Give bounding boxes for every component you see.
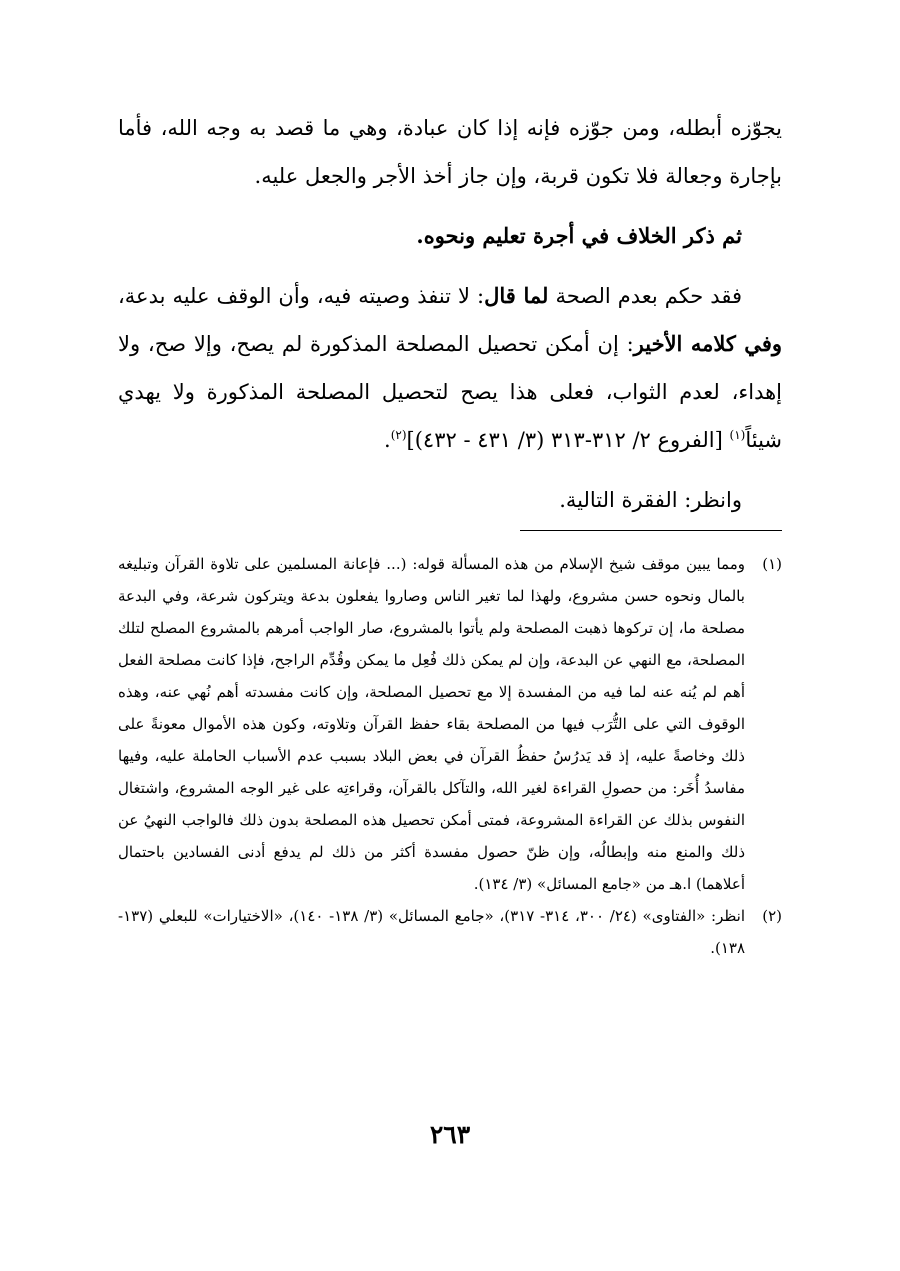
footnote-ref-1[interactable]: (١) — [729, 428, 746, 442]
footnote-1-number: (١) — [762, 555, 782, 573]
footnote-2-number: (٢) — [762, 907, 782, 925]
paragraph-3 — [118, 272, 782, 464]
paragraph-3-text-5: . — [384, 428, 391, 452]
paragraph-3-text-3: : إن أمكن تحصيل المصلحة المذكورة لم يصح، وإلا صح، ولا إهداء، لعدم الثواب، فعلى هذا يصح لتحصيل المصلحة المذكورة ولا يهدي شيئاً — [118, 332, 782, 452]
paragraph-2: ثم ذكر الخلاف في أجرة تعليم ونحوه. — [416, 223, 742, 248]
paragraph-3-bold-1: لما قال — [484, 283, 549, 308]
paragraph-1: يجوّزه أبطله، ومن جوّزه فإنه إذا كان عبادة، وهي ما قصد به وجه الله، فأما بإجارة وجعالة فلا تكون قربة، وإن جاز أخذ الأجر والجعل عليه. — [118, 116, 782, 188]
footnote-1 — [118, 548, 782, 900]
footnote-1-text: ومما يبين موقف شيخ الإسلام من هذه المسألة قوله: (... فإعانة المسلمين على تلاوة القرآن وتبليغه بالمال ونحوه حسن مشروع، ولهذا لما تغير الناس وصاروا يفعلون بدعة ويتركون شرعة، وفي البدعة مصلحة ما، إن تركوها ذهبت المصلحة ولم يأتوا بالمشروع، صار الواجب أمرهم بالمشروع المصلح لتلك المصلحة، مع النهي عن البدعة، وإن لم يمكن ذلك فُعِل ما يمكن وقُدِّم الراجح، فإذا كانت مصلحة الفعل أهم لم يُنه عنه لما فيه من المفسدة إلا مع تحصيل المصلحة، وإن كانت مفسدته أهم نُهي عنه، وهذه الوقوف التي على التُّرَب فيها من المصلحة بقاء حفظ القرآن وتلاوته، وكون هذه الأموال معونةً على ذلك وخاصةً عليه، إذ قد يَدرُسُ حفظُ القرآن في بعض البلاد بسبب عدم الأسباب الحاملة عليه، وفيها مفاسدُ أُخَر: من حصولِ القراءة لغير الله، والتآكل بالقرآن، وقراءتِه على غير الوجه المشروع، واشتغال النفوس بذلك عن القراءة المشروعة، فمتى أمكن تحصيل هذه المصلحة بدون ذلك فالواجب النهيُ عن ذلك والمنع منه وإبطالُه، وإن ظنّ حصول مفسدة أكثر من ذلك لم يدفع أدنى الفسادين باحتمال أعلاهما) ا.هـ من «جامع المسائل» (٣/ ١٣٤). — [118, 555, 746, 893]
footnote-2-text: انظر: «الفتاوى» (٢٤/ ٣٠٠، ٣١٤- ٣١٧)، «جامع المسائل» (٣/ ١٣٨- ١٤٠)، «الاختيارات» للبعلي (١٣٧- ١٣٨). — [118, 907, 746, 957]
paragraph-3-bold-2: وفي كلامه الأخير — [633, 331, 782, 356]
paragraph-3-text-2: : لا تنفذ وصيته فيه، وأن الوقف عليه بدعة، — [118, 284, 485, 308]
page-number: ٢٦٣ — [429, 1120, 471, 1149]
paragraph-3-text-4: [الفروع ٢/ ٣١٢-٣١٣ (٣/ ٤٣١ - ٤٣٢)] — [406, 428, 730, 452]
paragraph-4: وانظر: الفقرة التالية. — [559, 488, 742, 512]
paragraph-3-text-1: فقد حكم بعدم الصحة — [548, 284, 742, 308]
footnote-2 — [118, 900, 782, 964]
main-text — [118, 104, 782, 524]
footnote-divider — [520, 530, 782, 531]
footnote-ref-2[interactable]: (٢) — [390, 428, 407, 442]
footnotes — [118, 548, 782, 964]
